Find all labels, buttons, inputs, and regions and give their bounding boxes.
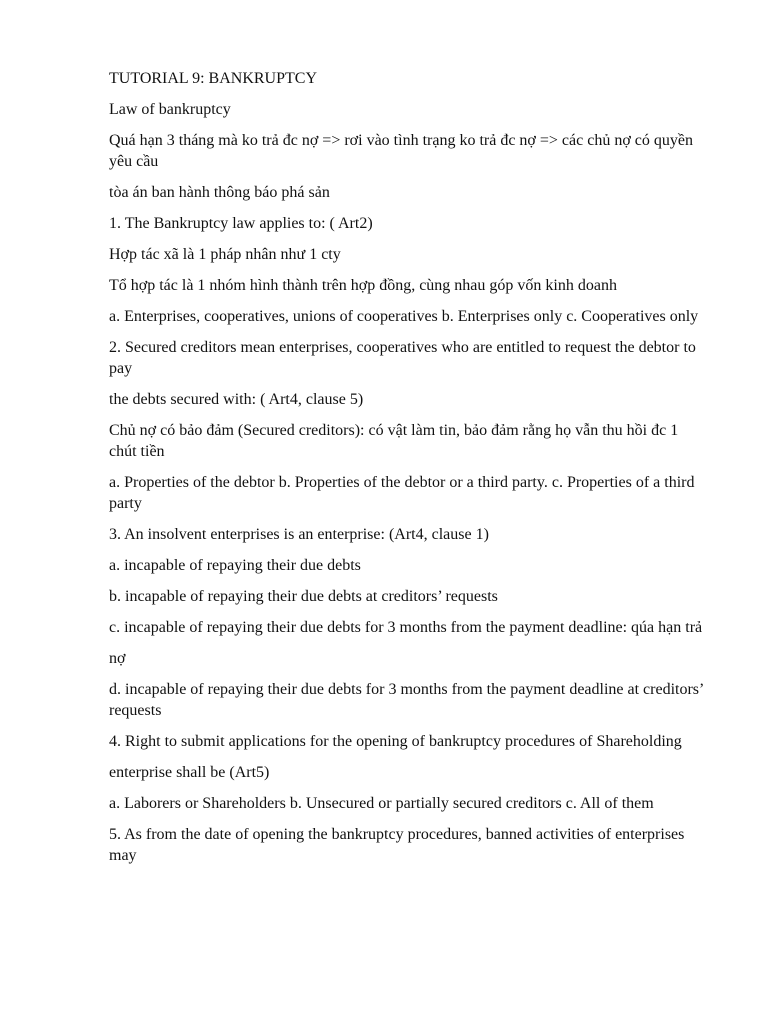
answer-options: a. Enterprises, cooperatives, unions of cooperatives b. Enterprises only c. Cooperatives only (109, 308, 699, 325)
question-4: 4. Right to submit applications for the opening of bankruptcy procedures of Shareholding (109, 733, 682, 750)
document-title: TUTORIAL 9: BANKRUPTCY (109, 70, 318, 87)
question-3: 3. An insolvent enterprises is an enterprise: (Art4, clause 1) (109, 526, 489, 543)
answer-option: b. incapable of repaying their due debts at creditors’ requests (109, 588, 498, 605)
answer-options: a. Laborers or Shareholders b. Unsecured or partially secured creditors c. All of them (109, 795, 654, 812)
question-1: 1. The Bankruptcy law applies to: ( Art2) (109, 215, 373, 232)
question-2: 2. Secured creditors mean enterprises, cooperatives who are entitled to request the debtor to pay (109, 339, 696, 377)
note-paragraph: Hợp tác xã là 1 pháp nhân như 1 cty (109, 246, 341, 263)
question-5: 5. As from the date of opening the bankruptcy procedures, banned activities of enterprises may (109, 826, 685, 864)
note-paragraph: Tổ hợp tác là 1 nhóm hình thành trên hợp đồng, cùng nhau góp vốn kinh doanh (109, 277, 617, 294)
answer-option: d. incapable of repaying their due debts for 3 months from the payment deadline at creditors’ requests (109, 681, 704, 719)
answer-options: a. Properties of the debtor b. Properties of the debtor or a third party. c. Properties of a third party (109, 474, 695, 512)
question-continuation: enterprise shall be (Art5) (109, 764, 270, 781)
section-heading: Law of bankruptcy (109, 101, 231, 118)
note-paragraph: Chủ nợ có bảo đảm (Secured creditors): có vật làm tin, bảo đảm rằng họ vẫn thu hồi đc 1 chút tiền (109, 422, 679, 460)
document-body (109, 68, 709, 876)
answer-option: c. incapable of repaying their due debts for 3 months from the payment deadline: qúa hạn trả (109, 619, 703, 636)
note-paragraph: Quá hạn 3 tháng mà ko trả đc nợ => rơi vào tình trạng ko trả đc nợ => các chủ nợ có quyền yêu cầu (109, 132, 693, 170)
note-paragraph: tòa án ban hành thông báo phá sản (109, 184, 330, 201)
question-continuation: the debts secured with: ( Art4, clause 5) (109, 391, 364, 408)
answer-option: a. incapable of repaying their due debts (109, 557, 361, 574)
answer-option-continuation: nợ (109, 650, 126, 667)
